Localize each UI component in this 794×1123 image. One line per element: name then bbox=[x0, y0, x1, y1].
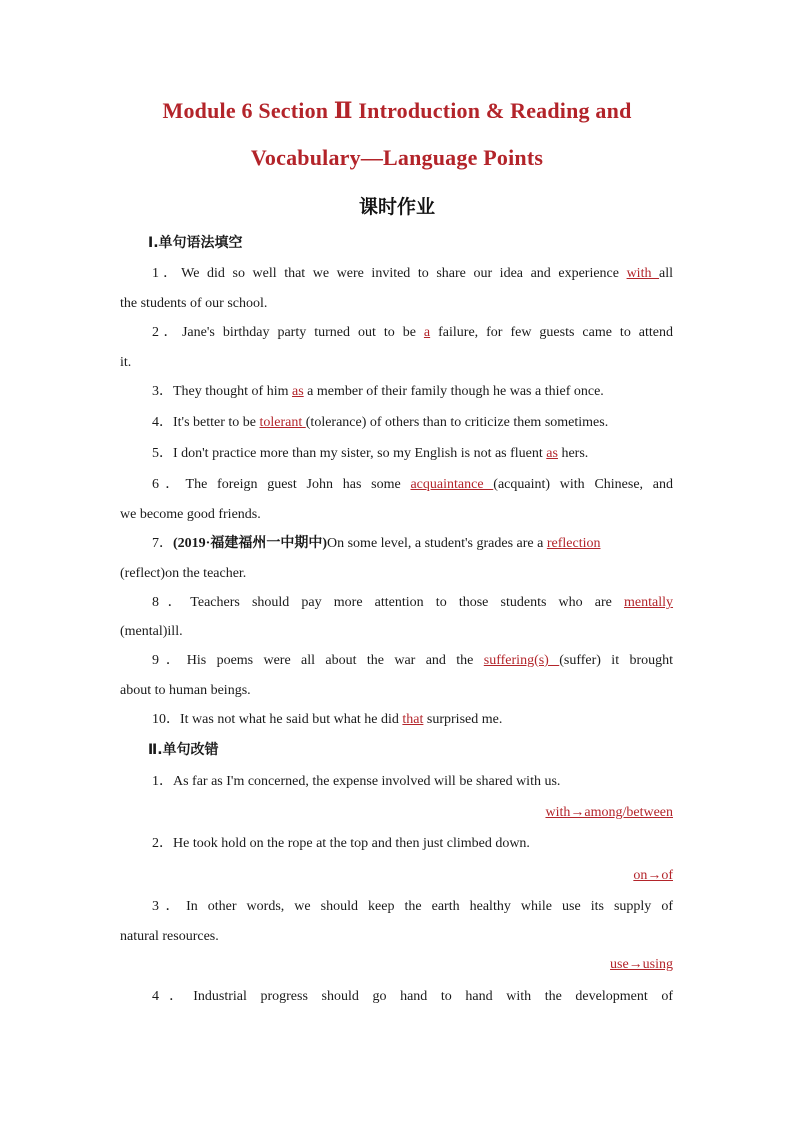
question-text: a member of their family though he was a thief once. bbox=[303, 384, 604, 399]
answer: with→among/between bbox=[545, 805, 673, 820]
question-text: hers. bbox=[557, 446, 589, 461]
question-source: (2019·福建福州一中期中) bbox=[173, 536, 327, 551]
question-text: It was not what he said but what he did bbox=[180, 712, 403, 727]
correction-2 bbox=[120, 836, 673, 852]
answer: that bbox=[402, 712, 424, 727]
question-text: (acquaint) with Chinese, and bbox=[493, 477, 674, 492]
page-title-line-2: Vocabulary—Language Points bbox=[250, 145, 544, 170]
answer: reflection bbox=[546, 536, 601, 551]
answer: suffering(s) bbox=[483, 653, 560, 668]
question-number: 1． bbox=[152, 774, 173, 789]
answer: use→using bbox=[610, 957, 673, 972]
question-6-line-2: we become good friends. bbox=[120, 507, 261, 522]
answer: with bbox=[626, 266, 660, 281]
correction-1-answer bbox=[120, 805, 673, 821]
question-number: 5． bbox=[152, 446, 173, 461]
question-10 bbox=[120, 712, 673, 728]
question-text: They thought of him bbox=[173, 384, 292, 399]
answer: as bbox=[546, 446, 558, 461]
question-number: 4． bbox=[152, 989, 194, 1004]
question-number: 9． bbox=[152, 653, 187, 668]
correction-3-line-1 bbox=[120, 899, 673, 915]
question-text: Jane's birthday party turned out to be bbox=[181, 325, 424, 340]
question-7-line-2: (reflect)on the teacher. bbox=[120, 566, 247, 581]
question-1-line-1 bbox=[120, 266, 673, 282]
question-8-line-1 bbox=[120, 595, 673, 611]
question-number: 8． bbox=[152, 595, 191, 610]
answer: tolerant bbox=[259, 415, 306, 430]
answer: as bbox=[292, 384, 304, 399]
correction-3-line-2: natural resources. bbox=[120, 929, 219, 944]
question-9-line-1 bbox=[120, 653, 673, 669]
question-2-line-1 bbox=[120, 325, 673, 341]
question-text: It's better to be bbox=[173, 415, 260, 430]
correction-1 bbox=[120, 774, 673, 790]
question-number: 2． bbox=[152, 325, 182, 340]
question-8-line-2: (mental)ill. bbox=[120, 624, 183, 639]
page-title-line-1: Module 6 Section Ⅱ Introduction & Reading and bbox=[162, 98, 632, 123]
question-4 bbox=[120, 415, 673, 431]
question-9-line-2: about to human beings. bbox=[120, 683, 251, 698]
question-number: 6． bbox=[152, 477, 186, 492]
page-subtitle: 课时作业 bbox=[358, 196, 435, 218]
question-text: Teachers should pay more attention to those students who are bbox=[190, 595, 625, 610]
question-number: 2． bbox=[152, 836, 173, 851]
question-text: (tolerance) of others than to criticize them sometimes. bbox=[305, 415, 609, 430]
question-text: (suffer) it brought bbox=[559, 653, 674, 668]
question-7-line-1 bbox=[120, 536, 673, 552]
question-text: On some level, a student's grades are a bbox=[327, 536, 547, 551]
answer: acquaintance bbox=[410, 477, 494, 492]
question-5 bbox=[120, 446, 673, 462]
question-text: Industrial progress should go hand to hand with the development of bbox=[193, 989, 673, 1004]
question-text: surprised me. bbox=[423, 712, 503, 727]
question-text: all bbox=[659, 266, 674, 281]
answer: a bbox=[423, 325, 431, 340]
question-1-line-2: the students of our school. bbox=[120, 296, 268, 311]
question-number: 3． bbox=[152, 899, 187, 914]
question-6-line-1 bbox=[120, 477, 673, 493]
question-text: In other words, we should keep the earth healthy while use its supply of bbox=[186, 899, 673, 914]
section-heading-2: Ⅱ.单句改错 bbox=[148, 742, 219, 758]
question-text: failure, for few guests came to attend bbox=[430, 325, 674, 340]
question-2-line-2: it. bbox=[120, 355, 132, 370]
question-number: 1． bbox=[152, 266, 182, 281]
answer: mentally bbox=[624, 595, 674, 610]
question-text: We did so well that we were invited to share our idea and experience bbox=[181, 266, 627, 281]
question-text: His poems were all about the war and the bbox=[186, 653, 484, 668]
answer: on→of bbox=[633, 868, 673, 883]
section-heading-1: Ⅰ.单句语法填空 bbox=[148, 235, 243, 251]
question-number: 10． bbox=[152, 712, 180, 727]
question-text: I don't practice more than my sister, so my English is not as fluent bbox=[173, 446, 547, 461]
question-text: He took hold on the rope at the top and then just climbed down. bbox=[173, 836, 530, 851]
correction-3-answer bbox=[120, 957, 673, 973]
correction-2-answer bbox=[120, 868, 673, 884]
question-number: 7． bbox=[152, 536, 173, 551]
question-text: As far as I'm concerned, the expense involved will be shared with us. bbox=[173, 774, 561, 789]
question-text: The foreign guest John has some bbox=[185, 477, 411, 492]
question-3 bbox=[120, 384, 673, 400]
question-number: 3． bbox=[152, 384, 173, 399]
correction-4-line-1 bbox=[120, 989, 673, 1005]
question-number: 4． bbox=[152, 415, 173, 430]
